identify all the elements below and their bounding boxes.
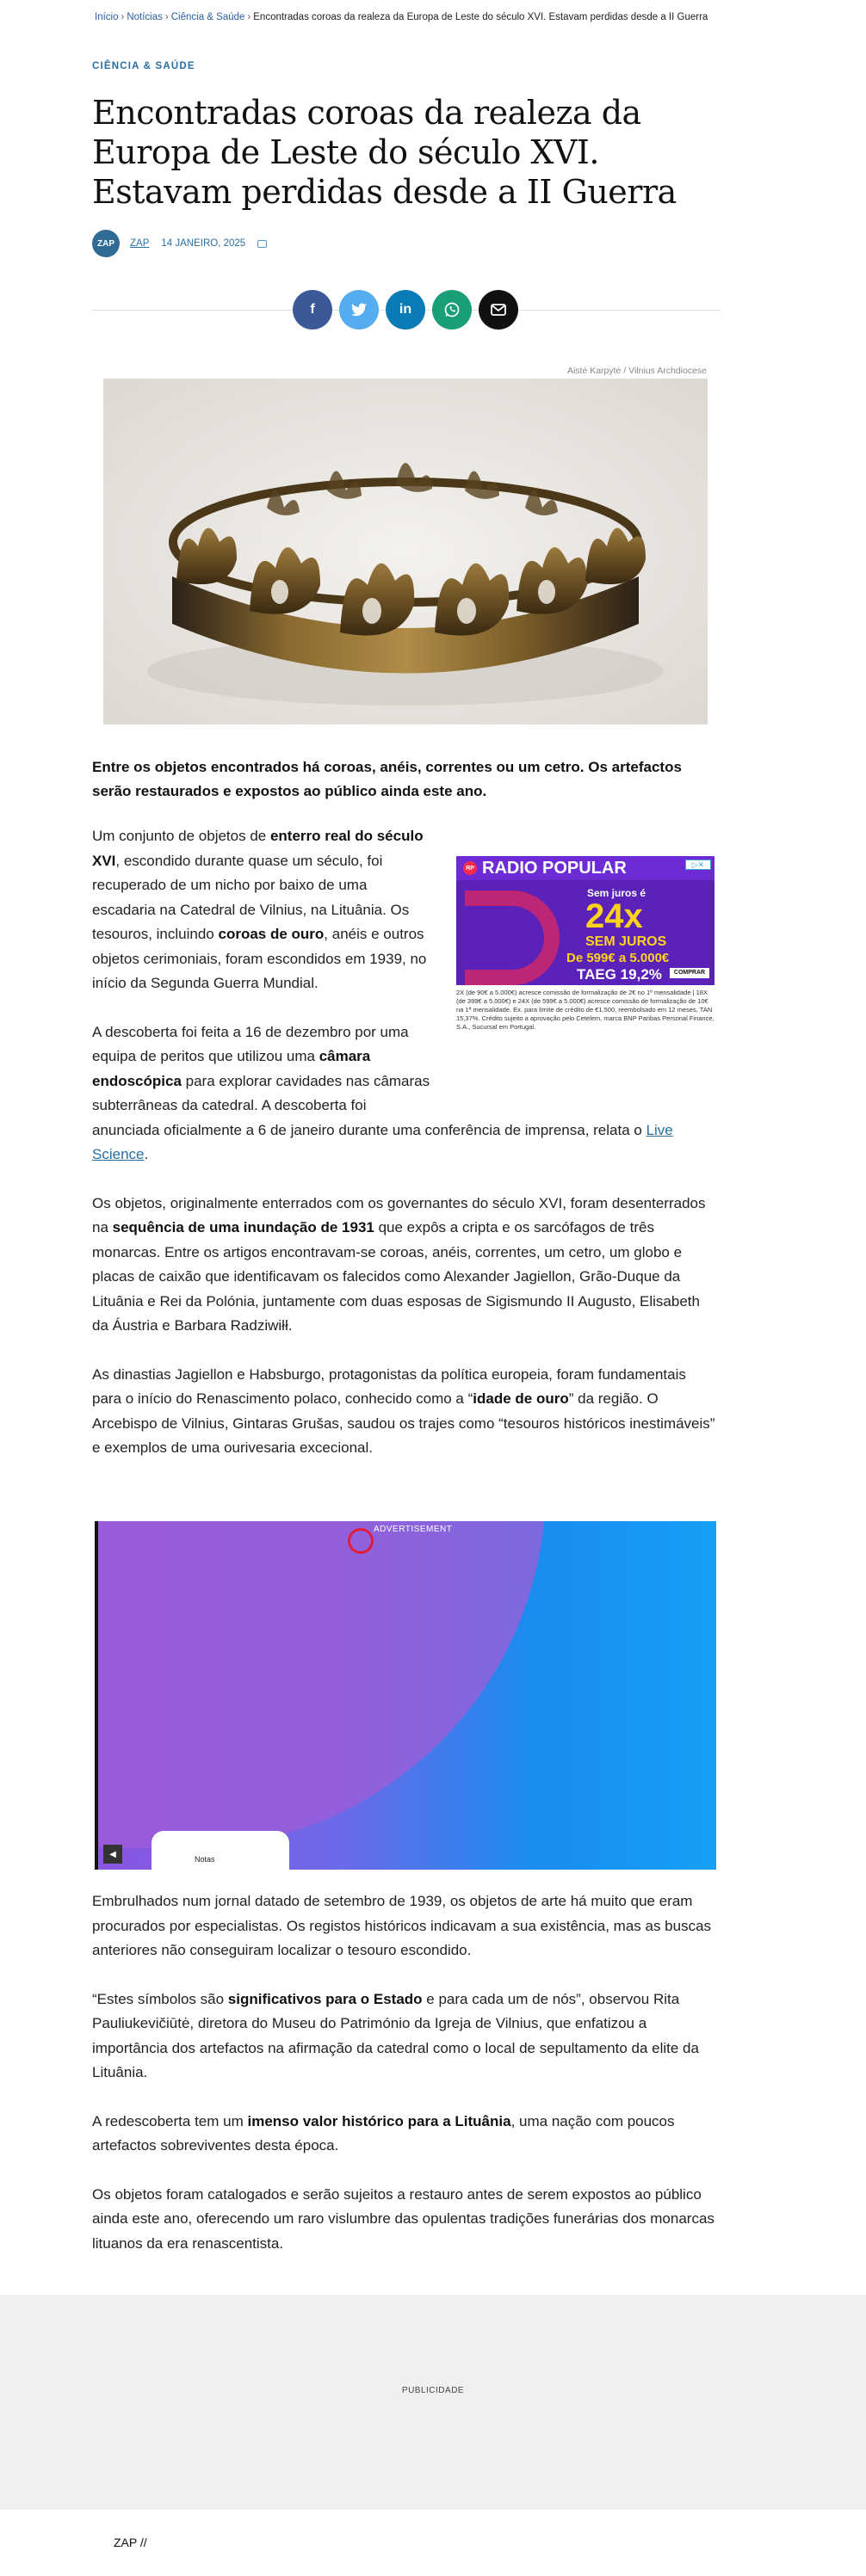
live-science-link[interactable]: Live Science: [92, 1121, 673, 1162]
image-credit: Aistė Karpytė / Vilnius Archdiocese: [566, 366, 707, 376]
breadcrumb-separator: ›: [164, 12, 169, 22]
breadcrumb-category[interactable]: Ciência & Saúde: [170, 12, 245, 22]
twitter-icon: [351, 303, 367, 317]
mute-icon[interactable]: ◀: [103, 1845, 122, 1864]
advertisement-label: ADVERTISEMENT: [374, 1525, 453, 1534]
paragraph: Embrulhados num jornal datado de setembro de 1939, os objetos de arte há muito que eram procurados por especialistas. Os registos históricos indicavam a sua existência, mas as buscas anteriores não conseguiram localizar o tesouro escondido.: [92, 1893, 712, 1958]
rp-logo-icon: RP: [463, 861, 477, 875]
footer: [0, 2510, 866, 2576]
article-body-continued: [92, 1889, 716, 2280]
advertising-strip: [0, 2295, 866, 2510]
author-avatar[interactable]: ZAP: [92, 230, 120, 257]
twitter-share-button[interactable]: [339, 290, 379, 330]
ad-taeg: TAEG 19,2%: [577, 966, 662, 983]
article-lede: Entre os objetos encontrados há coroas, anéis, correntes ou um cetro. Os artefactos serão restaurados e expostos ao público ainda este ano.: [92, 759, 682, 799]
ad-brand: RADIO POPULAR: [482, 858, 627, 878]
paragraph: Os objetos, originalmente enterrados com os governantes do século XVI, foram desenterrados na sequência de uma inundação de 1931 que expôs a cripta e os sarcófagos de três monarcas. Entre os artigos encontravam-se coroas, anéis, correntes, um cetro, um globo e placas de caixão que identificavam os falecidos como Alexander Jagiellon, Grão-Duque da Lituânia e Rei da Polónia, juntamente com duas esposas de Sigismundo II Augusto, Elisabeth da Áustria e Barbara Radziwiłł.: [92, 1194, 706, 1334]
video-advertisement[interactable]: [95, 1521, 716, 1870]
paragraph: A redescoberta tem um imenso valor histórico para a Lituânia, uma nação com poucos artefactos sobreviventes desta época.: [92, 2112, 675, 2154]
hero-image: [103, 379, 708, 724]
comment-icon[interactable]: [257, 240, 267, 248]
breadcrumb-home[interactable]: Início: [95, 12, 119, 22]
breadcrumb-news[interactable]: Notícias: [127, 12, 163, 22]
facebook-share-button[interactable]: [293, 290, 332, 330]
crown-illustration: [103, 379, 708, 724]
paragraph: Os objetos foram catalogados e serão sujeitos a restauro antes de serem expostos ao público ainda este ano, oferecendo um raro vislumbre das opulentas tradições funerárias dos monarcas lituanos da era renascentista.: [92, 2185, 714, 2252]
breadcrumb-separator: ›: [247, 12, 251, 22]
author-link[interactable]: ZAP: [130, 238, 150, 249]
advertising-label: PUBLICIDADE: [401, 2386, 465, 2395]
ad-range: De 599€ a 5.000€: [566, 951, 670, 965]
paragraph: As dinastias Jagiellon e Habsburgo, protagonistas da política europeia, foram fundamentais para o início do Renascimento polaco, conhecido como a “idade de ouro” da região. O Arcebispo de Vilnius, Gintaras Grušas, saudou os trajes como “tesouros históricos inestimáveis” e exemplos de uma ourivesaria excecional.: [92, 1365, 715, 1456]
linkedin-icon: in: [399, 302, 412, 317]
ad-cta-button[interactable]: COMPRAR: [670, 968, 709, 978]
ad-line1: Sem juros é: [587, 887, 646, 899]
email-share-button[interactable]: [479, 290, 518, 330]
article-body: [92, 824, 716, 1485]
ad-line2: SEM JUROS: [585, 934, 667, 949]
paragraph: A descoberta foi feita a 16 de dezembro por uma equipa de peritos que utilizou uma câmara endoscópica para explorar cavidades nas câmaras subterrâneas da catedral. A descoberta foi anunciada oficialmente a 6 de janeiro durante uma conferência de imprensa, relata o Live Science.: [92, 1023, 673, 1162]
linkedin-share-button[interactable]: [386, 290, 425, 330]
breadcrumb-current: Encontradas coroas da realeza da Europa de Leste do século XVI. Estavam perdidas desde a II Guerra: [253, 12, 708, 22]
ad-float-spacer: [449, 857, 716, 1089]
ad-circle-mark: [348, 1528, 374, 1554]
page-title: Encontradas coroas da realeza da Europa de Leste do século XVI. Estavam perdidas desde a II Guerra: [92, 94, 677, 211]
whatsapp-icon: [443, 301, 461, 318]
footer-brand[interactable]: ZAP //: [114, 2536, 147, 2549]
article-category[interactable]: CIÊNCIA & SAÚDE: [92, 61, 195, 71]
paragraph: “Estes símbolos são significativos para o Estado e para cada um de nós”, observou Rita Pauliukevičiūtė, diretora do Museu do Património da Igreja de Vilnius, que enfatizou a importância dos artefactos na afirmação da catedral como o local de sepultamento da elite da Lituânia.: [92, 1990, 699, 2080]
breadcrumb-separator: ›: [121, 12, 125, 22]
publish-date: 14 JANEIRO, 2025: [161, 238, 246, 249]
ad-phone-mockup: Notas: [152, 1831, 289, 1870]
breadcrumb: [95, 12, 708, 22]
ad-big-number: 24x: [585, 897, 643, 935]
share-bar: [293, 290, 518, 330]
facebook-icon: f: [310, 302, 315, 317]
adchoices-icon[interactable]: ▷✕: [685, 860, 711, 870]
ad-wave-shape: [95, 1521, 546, 1848]
byline: [92, 231, 267, 256]
ad-fineprint: 2X (de 90€ a 5.000€) acresce comissão de formalização de 2€ no 1º mensalidade | 18X (de 399€ a 5.000€) e 24X (de 599€ a 5.000€) acresce comissão de formalização de 10€ na 1ª mensalidade. Ex. para limite de crédito de €1.500, reembolsado em 12 meses, TAN 15,37%. Crédito sujeito a aprovação pelo Cetelem, marca BNP Paribas Personal Finance, S.A., Sucursal em Portugal.: [456, 989, 714, 1031]
whatsapp-share-button[interactable]: [432, 290, 472, 330]
email-icon: [491, 304, 506, 316]
paragraph: Um conjunto de objetos de enterro real do século XVI, escondido durante quase um século, foi recuperado de um nicho por baixo de uma escadaria na Catedral de Vilnius, na Lituânia. Os tesouros, incluindo coroas de ouro, anéis e outros objetos cerimoniais, foram escondidos em 1939, no início da Segunda Guerra Mundial.: [92, 828, 427, 991]
